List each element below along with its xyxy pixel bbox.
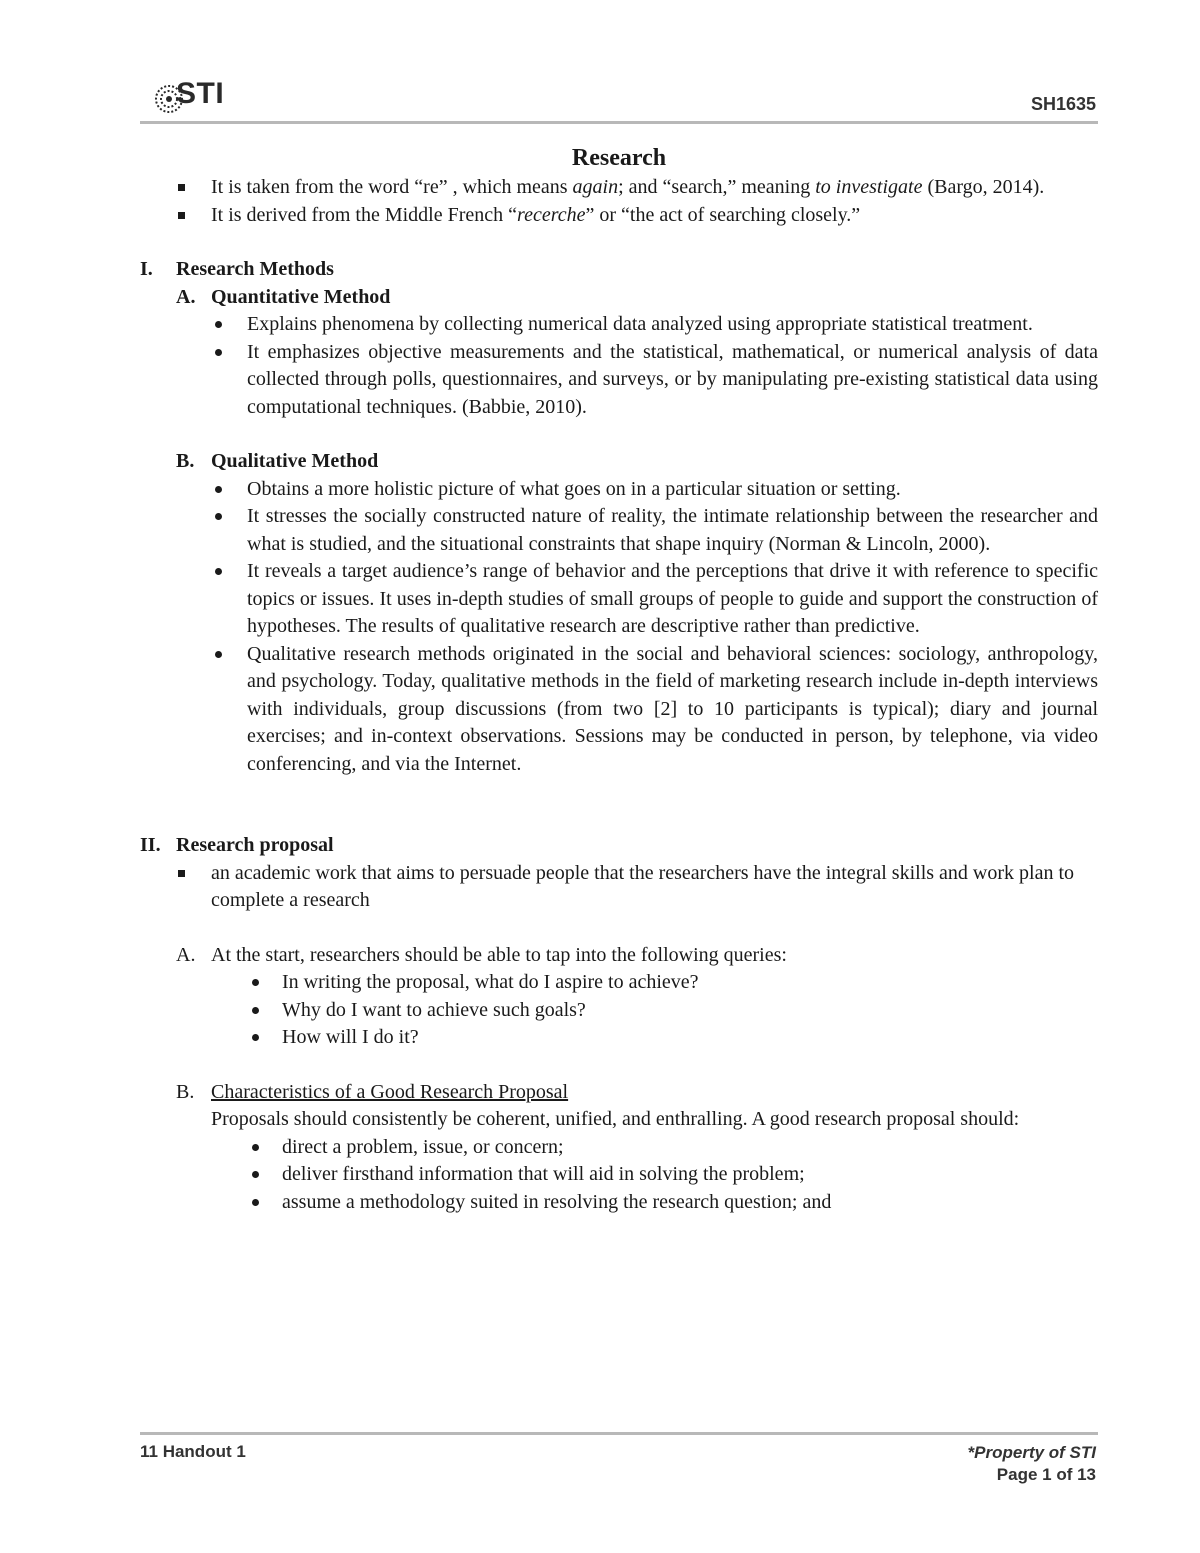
section-title: Research Methods — [176, 258, 334, 280]
list-item: Obtains a more holistic picture of what goes on in a particular situation or setting. — [140, 476, 1098, 504]
footer-right — [968, 1442, 1096, 1486]
document-body — [140, 142, 1098, 1216]
qualitative-list — [140, 476, 1098, 779]
list-item: Qualitative research methods originated in the social and behavioral sciences: sociology, anthropology, and psychology. Today, qualitative methods in the field of marketing research include in-depth interviews with individuals, group discussions (from two [2] to 10 participants is typical); diary and journal exercises; and in-context observations. Sessions may be conducted in person, by telephone, via video conferencing, and via the Internet. — [140, 641, 1098, 779]
subsection-heading — [140, 942, 1098, 970]
list-item: Why do I want to achieve such goals? — [140, 997, 1098, 1025]
list-item: an academic work that aims to persuade people that the researchers have the integral skills and work plan to complete a research — [140, 860, 1098, 915]
document-code: SH1635 — [1030, 94, 1096, 114]
subsection-title: Quantitative Method — [211, 285, 391, 308]
list-item — [140, 202, 1098, 230]
list-item — [140, 174, 1098, 202]
page-title: Research — [571, 145, 667, 171]
subsection-heading — [140, 448, 1098, 476]
italic-text: again — [572, 176, 619, 198]
section-title: Research proposal — [176, 834, 334, 856]
subsection-text: At the start, researchers should be able to tap into the following queries: — [211, 943, 787, 966]
subsection-title: Qualitative Method — [211, 450, 379, 472]
footer-handout: 11 Handout 1 — [140, 1442, 246, 1461]
characteristics-list — [140, 1134, 1098, 1217]
intro-list — [140, 174, 1098, 229]
italic-text: recerche — [517, 203, 586, 226]
header-divider — [140, 121, 1098, 124]
text-run: (Bargo, 2014). — [922, 176, 1045, 198]
footer-divider — [140, 1432, 1098, 1435]
logo-text: STI — [176, 77, 225, 110]
quantitative-list — [140, 311, 1098, 421]
subsection-letter: B. — [176, 1080, 195, 1103]
italic-text: to investigate — [815, 176, 923, 198]
text-run: ; and “search,” meaning — [618, 176, 816, 198]
list-item: deliver firsthand information that will aid in solving the problem; — [140, 1161, 1098, 1189]
subsection-heading — [140, 284, 1098, 312]
footer-property: *Property of STI — [967, 1443, 1096, 1462]
section-number: I. — [140, 258, 153, 280]
paragraph: Proposals should consistently be coherent, unified, and enthralling. A good research proposal should: — [211, 1108, 1020, 1130]
list-item: How will I do it? — [140, 1024, 1098, 1052]
text-run: It is derived from the Middle French “ — [211, 203, 518, 226]
subsection-heading — [140, 1079, 1098, 1107]
list-item: It reveals a target audience’s range of behavior and the perceptions that drive it with reference to specific topics or issues. It uses in-depth studies of small groups of people to guide and support the construction of hypotheses. The results of qualitative research are descriptive rather than predictive. — [140, 558, 1098, 641]
text-run: It is taken from the word “re” , which means — [211, 176, 573, 198]
list-item: direct a problem, issue, or concern; — [140, 1134, 1098, 1162]
section-heading — [140, 832, 1098, 860]
subsection-letter: A. — [176, 285, 196, 308]
text-run: ” or “the act of searching closely.” — [585, 203, 861, 226]
queries-list — [140, 969, 1098, 1052]
subsection-letter: A. — [176, 943, 196, 966]
proposal-definition-list — [140, 860, 1098, 915]
section-number: II. — [140, 834, 161, 856]
list-item: It emphasizes objective measurements and the statistical, mathematical, or numerical analysis of data collected through polls, questionnaires, and surveys, or by manipulating pre-existing statistical data using computational techniques. (Babbie, 2010). — [140, 339, 1098, 422]
list-item: In writing the proposal, what do I aspire to achieve? — [140, 969, 1098, 997]
subsection-title: Characteristics of a Good Research Proposal — [211, 1080, 569, 1103]
subsection-letter: B. — [176, 450, 195, 472]
list-item: assume a methodology suited in resolving the research question; and — [140, 1189, 1098, 1217]
list-item: It stresses the socially constructed nature of reality, the intimate relationship between the researcher and what is studied, and the situational constraints that shape inquiry (Norman & Lincoln, 2000). — [140, 503, 1098, 558]
footer-page-number: Page 1 of 13 — [996, 1465, 1096, 1484]
section-heading — [140, 256, 1098, 284]
list-item: Explains phenomena by collecting numerical data analyzed using appropriate statistical treatment. — [140, 311, 1098, 339]
